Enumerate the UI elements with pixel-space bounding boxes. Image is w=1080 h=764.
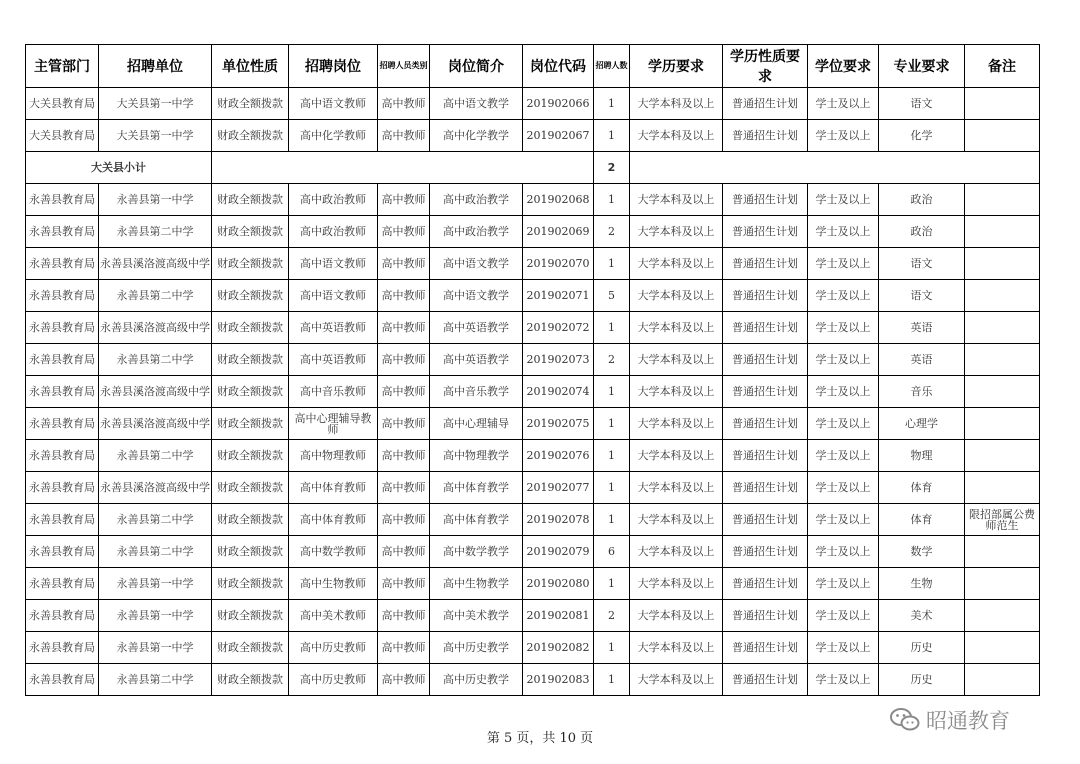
table-cell: [965, 536, 1040, 568]
table-cell: [965, 632, 1040, 664]
table-cell: 学士及以上: [808, 120, 879, 152]
table-cell: 高中英语教学: [430, 344, 523, 376]
table-cell: 普通招生计划: [723, 312, 808, 344]
table-cell: 201902082: [523, 632, 594, 664]
table-cell: 学士及以上: [808, 472, 879, 504]
table-cell: 大学本科及以上: [630, 344, 723, 376]
table-cell: 高中教师: [378, 184, 430, 216]
table-cell: 201902067: [523, 120, 594, 152]
table-cell: 高中心理辅导: [430, 408, 523, 440]
table-cell: 学士及以上: [808, 280, 879, 312]
table-cell: 学士及以上: [808, 408, 879, 440]
table-cell: 普通招生计划: [723, 184, 808, 216]
table-cell: 普通招生计划: [723, 88, 808, 120]
subtotal-label: 大关县小计: [26, 152, 212, 184]
table-cell: 永善县第二中学: [99, 504, 212, 536]
table-cell: [965, 664, 1040, 696]
table-cell: 永善县第二中学: [99, 216, 212, 248]
table-cell: 财政全额拨款: [212, 600, 289, 632]
table-cell: 大学本科及以上: [630, 472, 723, 504]
table-cell: 高中教师: [378, 344, 430, 376]
table-cell: 永善县教育局: [26, 440, 99, 472]
table-cell: 物理: [879, 440, 965, 472]
table-cell: 高中历史教学: [430, 664, 523, 696]
table-cell: 普通招生计划: [723, 536, 808, 568]
table-cell: 高中语文教师: [289, 88, 378, 120]
table-cell: 财政全额拨款: [212, 184, 289, 216]
table-cell: 永善县教育局: [26, 312, 99, 344]
table-cell: 1: [594, 88, 630, 120]
table-row: [26, 312, 1040, 344]
table-cell: 普通招生计划: [723, 472, 808, 504]
table-cell: 永善县溪洛渡高级中学: [99, 248, 212, 280]
table-cell: 限招部属公费师范生: [965, 504, 1040, 536]
table-cell: 音乐: [879, 376, 965, 408]
table-cell: 高中教师: [378, 376, 430, 408]
table-cell: 永善县第二中学: [99, 344, 212, 376]
table-row: [26, 280, 1040, 312]
table-cell: 普通招生计划: [723, 120, 808, 152]
table-cell: 高中英语教学: [430, 312, 523, 344]
table-cell: 学士及以上: [808, 568, 879, 600]
table-cell: 高中教师: [378, 440, 430, 472]
table-cell: 1: [594, 184, 630, 216]
table-cell: 英语: [879, 344, 965, 376]
table-cell: 1: [594, 248, 630, 280]
table-cell: 大学本科及以上: [630, 600, 723, 632]
table-cell: 大学本科及以上: [630, 184, 723, 216]
table-cell: 高中数学教学: [430, 536, 523, 568]
table-cell: 高中生物教师: [289, 568, 378, 600]
table-cell: 政治: [879, 184, 965, 216]
table-cell: 永善县教育局: [26, 536, 99, 568]
table-cell: [965, 600, 1040, 632]
table-row: [26, 504, 1040, 536]
table-cell: 永善县教育局: [26, 664, 99, 696]
table-cell: 普通招生计划: [723, 248, 808, 280]
table-cell: [965, 568, 1040, 600]
header-cell: 单位性质: [212, 45, 289, 88]
table-cell: 学士及以上: [808, 248, 879, 280]
table-cell: 英语: [879, 312, 965, 344]
table-header-row: [26, 45, 1040, 88]
table-cell: 高中教师: [378, 568, 430, 600]
table-cell: 高中心理辅导教师: [289, 408, 378, 440]
table-cell: 高中体育教学: [430, 504, 523, 536]
table-cell: 普通招生计划: [723, 408, 808, 440]
table-cell: 学士及以上: [808, 344, 879, 376]
table-row: [26, 184, 1040, 216]
table-cell: 高中化学教学: [430, 120, 523, 152]
subtotal-blank: [630, 152, 1040, 184]
table-cell: 永善县教育局: [26, 472, 99, 504]
table-cell: 永善县溪洛渡高级中学: [99, 472, 212, 504]
table-cell: 大学本科及以上: [630, 504, 723, 536]
table-cell: 学士及以上: [808, 440, 879, 472]
table-cell: 永善县教育局: [26, 408, 99, 440]
table-cell: 201902077: [523, 472, 594, 504]
table-cell: 永善县第二中学: [99, 280, 212, 312]
table-cell: 高中英语教师: [289, 344, 378, 376]
table-cell: 财政全额拨款: [212, 280, 289, 312]
table-cell: 永善县教育局: [26, 568, 99, 600]
table-row: [26, 248, 1040, 280]
table-cell: 永善县教育局: [26, 344, 99, 376]
table-cell: 2: [594, 216, 630, 248]
table-cell: 生物: [879, 568, 965, 600]
table-cell: 6: [594, 536, 630, 568]
table-cell: 永善县溪洛渡高级中学: [99, 376, 212, 408]
table-cell: 财政全额拨款: [212, 632, 289, 664]
table-cell: 高中政治教学: [430, 184, 523, 216]
table-cell: 财政全额拨款: [212, 248, 289, 280]
table-cell: [965, 216, 1040, 248]
table-cell: 1: [594, 472, 630, 504]
table-cell: 普通招生计划: [723, 344, 808, 376]
table-cell: 财政全额拨款: [212, 88, 289, 120]
table-row: [26, 344, 1040, 376]
table-cell: 高中生物教学: [430, 568, 523, 600]
table-cell: 大学本科及以上: [630, 568, 723, 600]
table-cell: 大关县教育局: [26, 120, 99, 152]
table-cell: 财政全额拨款: [212, 440, 289, 472]
table-cell: 大学本科及以上: [630, 536, 723, 568]
page-footer: 第 5 页，共 10 页: [486, 731, 594, 746]
table-cell: 学士及以上: [808, 312, 879, 344]
table-cell: 永善县第二中学: [99, 664, 212, 696]
table-cell: 高中教师: [378, 408, 430, 440]
table-cell: 高中教师: [378, 248, 430, 280]
table-cell: 财政全额拨款: [212, 312, 289, 344]
table-cell: 201902072: [523, 312, 594, 344]
table-row: [26, 216, 1040, 248]
table-cell: [965, 408, 1040, 440]
table-cell: 财政全额拨款: [212, 536, 289, 568]
table-cell: 语文: [879, 248, 965, 280]
table-cell: 永善县教育局: [26, 504, 99, 536]
table-cell: 高中教师: [378, 312, 430, 344]
table-cell: 高中音乐教学: [430, 376, 523, 408]
table-cell: 高中语文教师: [289, 248, 378, 280]
table-cell: 财政全额拨款: [212, 216, 289, 248]
table-cell: 大关县第一中学: [99, 120, 212, 152]
table-cell: [965, 120, 1040, 152]
table-cell: 永善县教育局: [26, 280, 99, 312]
header-cell: 学位要求: [808, 45, 879, 88]
table-cell: 大学本科及以上: [630, 216, 723, 248]
table-row: [26, 632, 1040, 664]
header-cell: 招聘岗位: [289, 45, 378, 88]
table-cell: 大学本科及以上: [630, 248, 723, 280]
table-cell: 高中历史教学: [430, 632, 523, 664]
table-cell: 高中语文教师: [289, 280, 378, 312]
table-cell: 高中体育教师: [289, 504, 378, 536]
table-cell: 学士及以上: [808, 88, 879, 120]
subtotal-row: [26, 152, 1040, 184]
table-cell: 2: [594, 600, 630, 632]
table-cell: 普通招生计划: [723, 600, 808, 632]
table-cell: [965, 280, 1040, 312]
header-cell: 学历要求: [630, 45, 723, 88]
table-cell: 1: [594, 504, 630, 536]
table-cell: 高中教师: [378, 88, 430, 120]
table-cell: [965, 376, 1040, 408]
table-cell: [965, 440, 1040, 472]
table-cell: 永善县第二中学: [99, 536, 212, 568]
table-cell: 大学本科及以上: [630, 280, 723, 312]
table-cell: 历史: [879, 632, 965, 664]
recruitment-table: [25, 44, 1040, 696]
table-cell: 1: [594, 440, 630, 472]
table-cell: 普通招生计划: [723, 664, 808, 696]
table-cell: 高中数学教师: [289, 536, 378, 568]
table-cell: 大学本科及以上: [630, 408, 723, 440]
table-cell: 美术: [879, 600, 965, 632]
table-cell: 永善县教育局: [26, 216, 99, 248]
table-cell: 永善县教育局: [26, 632, 99, 664]
table-cell: 财政全额拨款: [212, 376, 289, 408]
table-row: [26, 664, 1040, 696]
header-cell: 招聘人数: [594, 45, 630, 88]
table-cell: 201902073: [523, 344, 594, 376]
table-cell: 201902069: [523, 216, 594, 248]
table-cell: [965, 344, 1040, 376]
table-cell: 财政全额拨款: [212, 472, 289, 504]
table-cell: 201902068: [523, 184, 594, 216]
table-cell: 普通招生计划: [723, 504, 808, 536]
table-cell: 201902079: [523, 536, 594, 568]
table-cell: 高中美术教师: [289, 600, 378, 632]
table-cell: 高中教师: [378, 216, 430, 248]
table-cell: 永善县溪洛渡高级中学: [99, 408, 212, 440]
table-cell: 高中教师: [378, 120, 430, 152]
table-cell: 体育: [879, 472, 965, 504]
table-cell: [965, 248, 1040, 280]
watermark-text: 昭通教育: [926, 709, 1010, 733]
table-cell: 化学: [879, 120, 965, 152]
table-cell: 财政全额拨款: [212, 664, 289, 696]
table-row: [26, 472, 1040, 504]
table-cell: 永善县第一中学: [99, 600, 212, 632]
header-cell: 主管部门: [26, 45, 99, 88]
table-cell: [965, 184, 1040, 216]
table-cell: 201902071: [523, 280, 594, 312]
table-cell: 财政全额拨款: [212, 120, 289, 152]
table-cell: 高中化学教师: [289, 120, 378, 152]
table-cell: 高中政治教师: [289, 216, 378, 248]
table-cell: 1: [594, 664, 630, 696]
table-cell: 高中教师: [378, 472, 430, 504]
table-cell: 大学本科及以上: [630, 440, 723, 472]
table-cell: 高中历史教师: [289, 632, 378, 664]
table-cell: 永善县教育局: [26, 248, 99, 280]
table-cell: 201902083: [523, 664, 594, 696]
table-cell: 普通招生计划: [723, 376, 808, 408]
table-cell: 财政全额拨款: [212, 504, 289, 536]
table-cell: 财政全额拨款: [212, 344, 289, 376]
table-cell: 数学: [879, 536, 965, 568]
table-row: [26, 376, 1040, 408]
table-row: [26, 440, 1040, 472]
table-row: [26, 408, 1040, 440]
table-cell: 大学本科及以上: [630, 664, 723, 696]
table-cell: 永善县教育局: [26, 600, 99, 632]
table-cell: 高中体育教师: [289, 472, 378, 504]
table-cell: 大关县教育局: [26, 88, 99, 120]
table-cell: 历史: [879, 664, 965, 696]
table-cell: 语文: [879, 88, 965, 120]
watermark: [890, 705, 1010, 735]
table-cell: 1: [594, 120, 630, 152]
table-cell: 永善县溪洛渡高级中学: [99, 312, 212, 344]
table-cell: [965, 472, 1040, 504]
table-cell: 高中政治教学: [430, 216, 523, 248]
table-cell: 2: [594, 344, 630, 376]
table-cell: 大学本科及以上: [630, 120, 723, 152]
header-cell: 招聘单位: [99, 45, 212, 88]
header-cell: 招聘人员类别: [378, 45, 430, 88]
table-cell: 高中历史教师: [289, 664, 378, 696]
table-row: [26, 88, 1040, 120]
table-cell: 201902075: [523, 408, 594, 440]
table-cell: 学士及以上: [808, 376, 879, 408]
subtotal-count: 2: [594, 152, 630, 184]
table-cell: 财政全额拨款: [212, 408, 289, 440]
table-cell: 学士及以上: [808, 664, 879, 696]
table-cell: 学士及以上: [808, 536, 879, 568]
table-cell: 高中政治教师: [289, 184, 378, 216]
table-cell: 大关县第一中学: [99, 88, 212, 120]
table-cell: 高中教师: [378, 504, 430, 536]
wechat-icon: [890, 707, 920, 733]
table-cell: 永善县教育局: [26, 376, 99, 408]
table-cell: 学士及以上: [808, 600, 879, 632]
table-cell: 1: [594, 568, 630, 600]
table-cell: 学士及以上: [808, 504, 879, 536]
table-cell: 永善县教育局: [26, 184, 99, 216]
table-row: [26, 536, 1040, 568]
table-cell: 高中语文教学: [430, 280, 523, 312]
table-cell: 体育: [879, 504, 965, 536]
table-cell: 政治: [879, 216, 965, 248]
table-cell: 学士及以上: [808, 184, 879, 216]
table-cell: 高中教师: [378, 664, 430, 696]
table-cell: 高中教师: [378, 536, 430, 568]
table-cell: 大学本科及以上: [630, 88, 723, 120]
table-row: [26, 568, 1040, 600]
table-cell: [965, 312, 1040, 344]
table-cell: 高中体育教学: [430, 472, 523, 504]
table-cell: 财政全额拨款: [212, 568, 289, 600]
table-cell: 5: [594, 280, 630, 312]
table-cell: 高中教师: [378, 632, 430, 664]
table-cell: 永善县第一中学: [99, 568, 212, 600]
table-cell: 201902078: [523, 504, 594, 536]
table-cell: 1: [594, 376, 630, 408]
table-cell: 心理学: [879, 408, 965, 440]
table-cell: 201902081: [523, 600, 594, 632]
table-cell: 大学本科及以上: [630, 632, 723, 664]
table-cell: 学士及以上: [808, 216, 879, 248]
header-cell: 学历性质要求: [723, 45, 808, 88]
table-cell: 1: [594, 312, 630, 344]
subtotal-blank: [212, 152, 594, 184]
table-cell: 高中物理教师: [289, 440, 378, 472]
table-cell: 普通招生计划: [723, 216, 808, 248]
table-cell: 1: [594, 632, 630, 664]
table-cell: 学士及以上: [808, 632, 879, 664]
table-cell: 高中教师: [378, 600, 430, 632]
table-cell: 永善县第一中学: [99, 632, 212, 664]
table-cell: 大学本科及以上: [630, 312, 723, 344]
table-cell: 大学本科及以上: [630, 376, 723, 408]
table-cell: 普通招生计划: [723, 632, 808, 664]
table-cell: 高中英语教师: [289, 312, 378, 344]
table-cell: 高中美术教学: [430, 600, 523, 632]
table-row: [26, 600, 1040, 632]
table-cell: 高中物理教学: [430, 440, 523, 472]
table-cell: 201902066: [523, 88, 594, 120]
table-cell: 高中音乐教师: [289, 376, 378, 408]
header-cell: 岗位代码: [523, 45, 594, 88]
table-cell: 201902076: [523, 440, 594, 472]
table-cell: 普通招生计划: [723, 568, 808, 600]
table-cell: 201902080: [523, 568, 594, 600]
table-cell: 普通招生计划: [723, 440, 808, 472]
table-cell: 高中语文教学: [430, 248, 523, 280]
header-cell: 岗位简介: [430, 45, 523, 88]
table-cell: 永善县第一中学: [99, 184, 212, 216]
header-cell: 专业要求: [879, 45, 965, 88]
table-cell: 永善县第二中学: [99, 440, 212, 472]
header-cell: 备注: [965, 45, 1040, 88]
table-cell: 高中语文教学: [430, 88, 523, 120]
table-row: [26, 120, 1040, 152]
table-cell: 语文: [879, 280, 965, 312]
table-cell: 201902074: [523, 376, 594, 408]
table-cell: [965, 88, 1040, 120]
table-cell: 201902070: [523, 248, 594, 280]
table-cell: 1: [594, 408, 630, 440]
table-cell: 高中教师: [378, 280, 430, 312]
table-cell: 普通招生计划: [723, 280, 808, 312]
